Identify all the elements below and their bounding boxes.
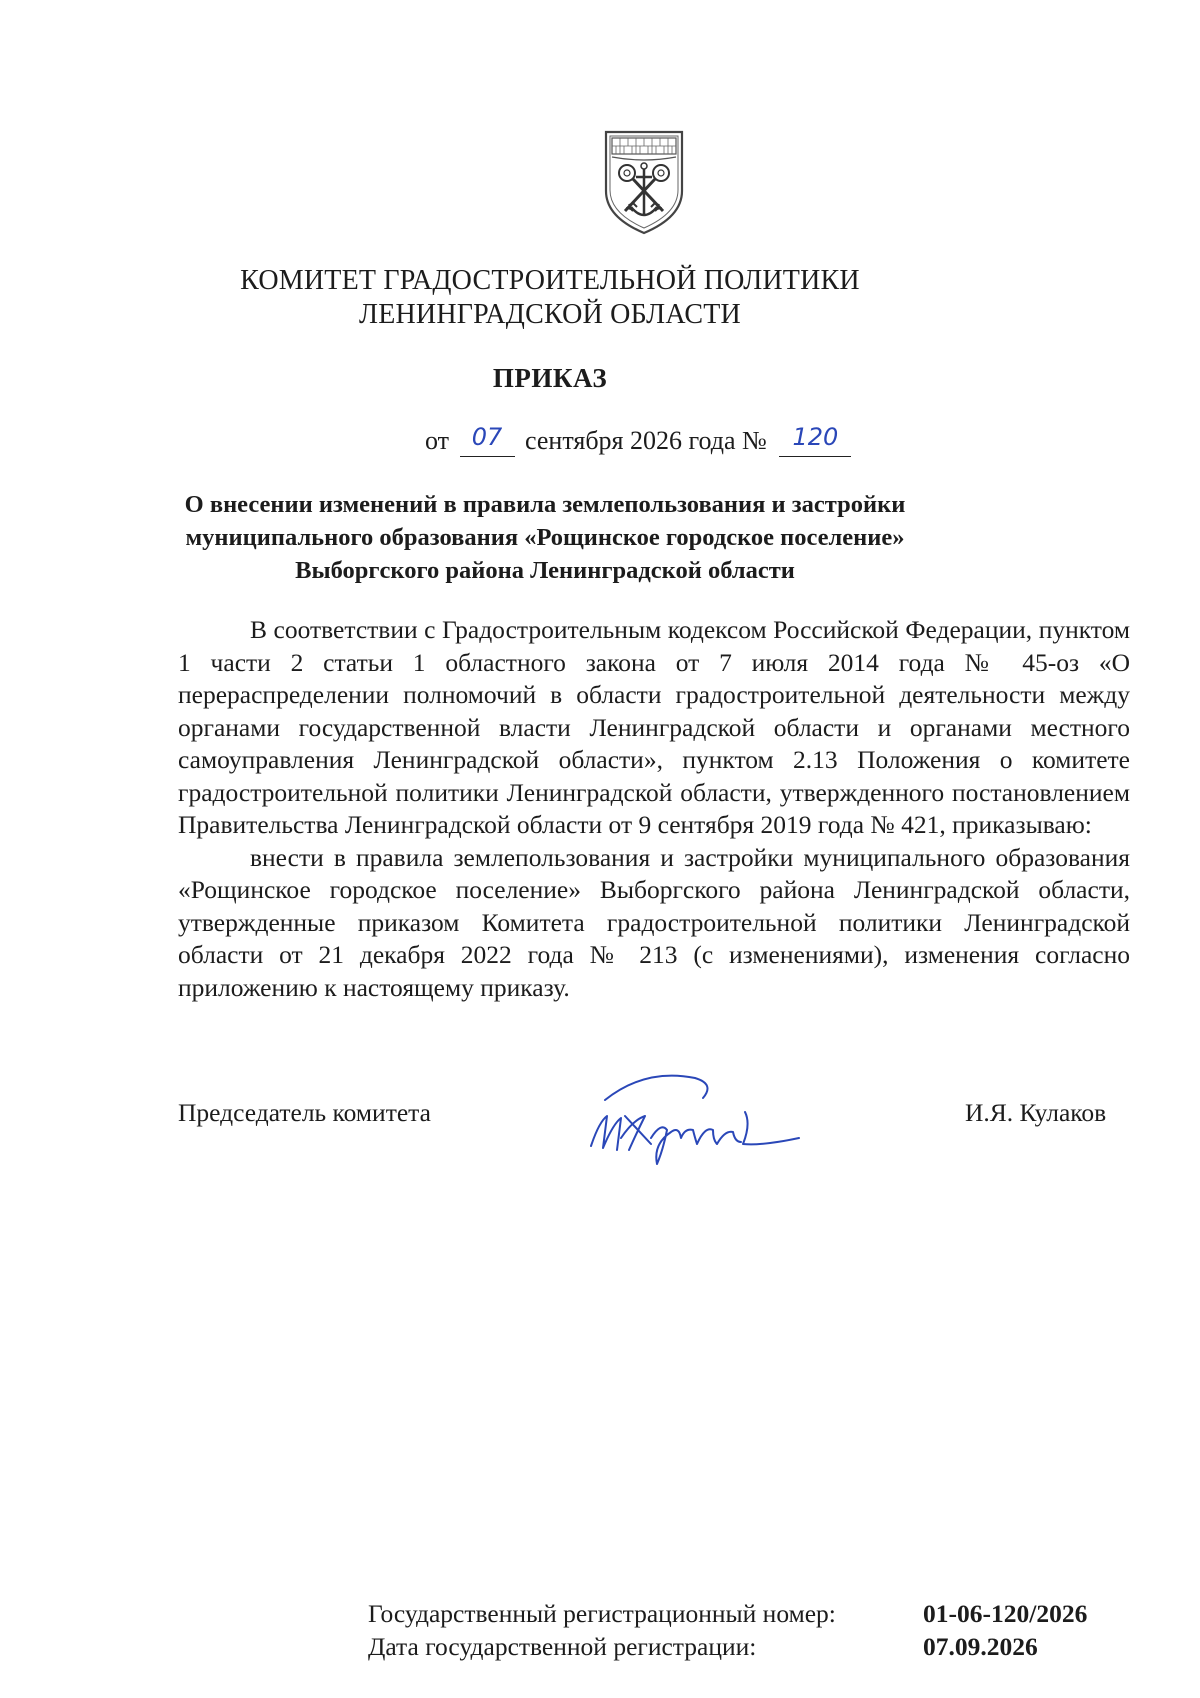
registration-block xyxy=(368,1597,1128,1663)
order-date-line xyxy=(425,423,851,457)
order-day-handwritten: 07 xyxy=(471,423,503,451)
registration-number-value: 01-06-120/2026 xyxy=(923,1599,1088,1628)
registration-number-row xyxy=(368,1597,1128,1630)
registration-number-label: Государственный регистрационный номер: xyxy=(368,1599,836,1628)
order-title-line1: О внесении изменений в правила землепользования и застройки xyxy=(184,491,906,518)
signatory-name: И.Я. Кулаков xyxy=(965,1098,1107,1127)
order-month-year: сентября 2026 года № xyxy=(525,426,767,455)
body-paragraph-directive: внести в правила землепользования и застройки муниципального образования «Рощинское городское поселение» Выборгского района Ленинградской области, утвержденные приказом Комитета градостроительной политики Ленинградской области от 21 декабря 2022 года № 213 (с изменениями), изменения согласно приложению к настоящему приказу. xyxy=(178,842,1130,1002)
organization-name-line2: ЛЕНИНГРАДСКОЙ ОБЛАСТИ xyxy=(359,299,741,330)
document-type-heading: ПРИКАЗ xyxy=(492,363,608,393)
order-title-line3: Выборгского района Ленинградской области xyxy=(295,557,795,584)
order-title-line2: муниципального образования «Рощинское городское поселение» xyxy=(185,524,905,551)
body-paragraph-preamble: В соответствии с Градостроительным кодексом Российской Федерации, пунктом 1 части 2 статьи 1 областного закона от 7 июля 2014 года № 45-оз «О перераспределении полномочий в области градостроительной деятельности между органами государственной власти Ленинградской области и органами местного самоуправления Ленинградской области», пунктом 2.13 Положения о комитете градостроительной политики Ленинградской области, утвержденного постановлением Правительства Ленинградской области от 9 сентября 2019 года № 421, приказываю: xyxy=(178,615,1130,839)
registration-date-label: Дата государственной регистрации: xyxy=(368,1632,757,1661)
order-day-field xyxy=(460,423,515,457)
order-title xyxy=(0,488,1145,587)
organization-name-line1: КОМИТЕТ ГРАДОСТРОИТЕЛЬНОЙ ПОЛИТИКИ xyxy=(240,265,860,296)
signatory-role: Председатель комитета xyxy=(178,1098,431,1127)
registration-date-value: 07.09.2026 xyxy=(923,1632,1038,1661)
order-body xyxy=(178,614,1130,1004)
order-number-field xyxy=(779,423,851,457)
registration-date-row xyxy=(368,1630,1128,1663)
handwritten-signature xyxy=(585,1060,805,1170)
date-prefix: от xyxy=(425,426,450,455)
leningrad-oblast-crest-icon xyxy=(603,129,685,237)
order-number-handwritten: 120 xyxy=(792,423,839,451)
